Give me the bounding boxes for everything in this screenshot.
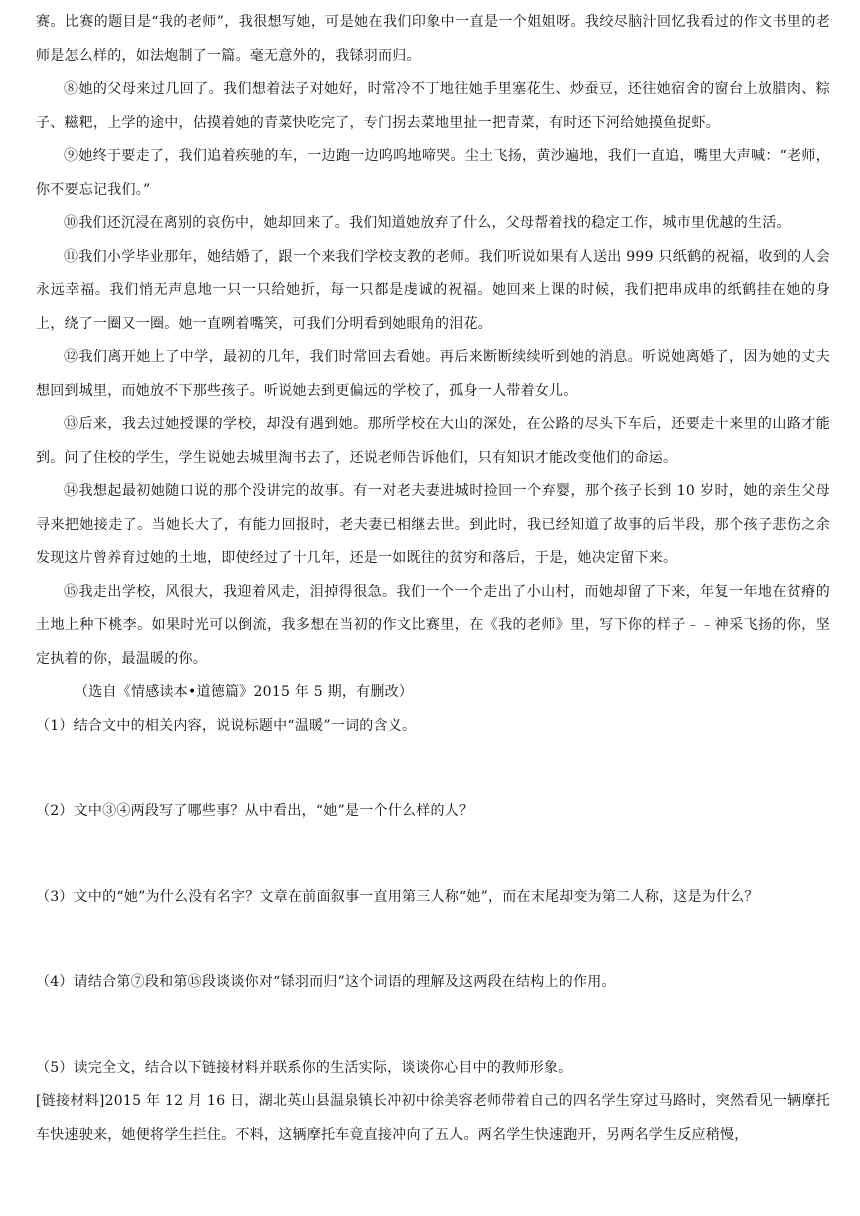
question-5: （5）读完全文，结合以下链接材料并联系你的生活实际，谈谈你心目中的教师形象。	[36, 1059, 573, 1076]
answer-space	[36, 1000, 830, 1052]
question-4: （4）请结合第⑦段和第⑮段谈谈你对“铩羽而归”这个词语的理解及这两段在结构上的作用。	[36, 974, 616, 990]
paragraph-13: ⑬后来，我去过她授课的学校，却没有遇到她。那所学校在大山的深处，在公路的尽头下车后，还要走十来里的山路才能到。问了住校的学生，学生说她去城里淘书去了，还说老师告诉他们，只有知识才能改变他们的命运。	[36, 416, 830, 466]
question-1: （1）结合文中的相关内容，说说标题中“温暖”一词的含义。	[36, 717, 417, 734]
question-3: （3）文中的“她”为什么没有名字？文章在前面叙事一直用第三人称“她”，而在末尾却变为第二人称，这是为什么？	[36, 888, 759, 905]
answer-space	[36, 914, 830, 966]
paragraph-10: ⑩我们还沉浸在离别的哀伤中，她却回来了。我们知道她放弃了什么，父母帮着找的稳定工作，城市里优越的生活。	[64, 215, 791, 231]
answer-space	[36, 743, 830, 795]
paragraph-8: ⑧她的父母来过几回了。我们想着法子对她好，时常冷不丁地往她手里塞花生、炒蚕豆，还往她宿舍的窗台上放腊肉、粽子、糍粑，上学的途中，估摸着她的青菜快吃完了，专门拐去菜地里扯一把青菜，有时还下河给她摸鱼捉虾。	[36, 81, 830, 131]
paragraph-9: ⑨她终于要走了，我们追着疾驰的车，一边跑一边呜呜地啼哭。尘土飞扬，黄沙遍地，我们一直追，嘴里大声喊：“老师，你不要忘记我们。”	[36, 148, 830, 198]
paragraph-12: ⑫我们离开她上了中学，最初的几年，我们时常回去看她。再后来断断续续听到她的消息。听说她离婚了，因为她的丈夫想回到城里，而她放不下那些孩子。听说她去到更偏远的学校了，孤身一人带着女儿。	[36, 349, 830, 399]
paragraph-11: ⑪我们小学毕业那年，她结婚了，跟一个来我们学校支教的老师。我们听说如果有人送出 999 只纸鹤的祝福，收到的人会永远幸福。我们悄无声息地一只一只给她折，每一只都是虔诚的祝福。她回来上课的时候，我们把串成串的纸鹤挂在她的身上，绕了一圈又一圈。她一直咧着嘴笑，可我们分明看到她眼角的泪花。	[36, 248, 830, 332]
link-material: [链接材料]2015 年 12 月 16 日，湖北英山县温泉镇长冲初中徐美容老师带着自己的四名学生穿过马路时，突然看见一辆摩托车快速驶来，她便将学生拦住。不料，这辆摩托车竟直接冲向了五人。两名学生快速跑开，另两名学生反应稍慢，	[36, 1093, 830, 1143]
source-citation: （选自《情感读本•道德篇》2015 年 5 期，有删改）	[74, 684, 414, 700]
paragraph-14: ⑭我想起最初她随口说的那个没讲完的故事。有一对老夫妻进城时捡回一个弃婴，那个孩子长到 10 岁时，她的亲生父母寻来把她接走了。当她长大了，有能力回报时，老夫妻已相继去世。到此时，我已经知道了故事的后半段，那个孩子悲伤之余发现这片曾养育过她的土地，即使经过了十几年，还是一如既往的贫穷和落后，于是，她决定留下来。	[36, 483, 830, 566]
paragraph-continued: 赛。比赛的题目是“我的老师”，我很想写她，可是她在我们印象中一直是一个姐姐呀。我绞尽脑汁回忆我看过的作文书里的老师是怎么样的，如法炮制了一篇。毫无意外的，我铩羽而归。	[36, 14, 830, 64]
paragraph-15: ⑮我走出学校，风很大，我迎着风走，泪掉得很急。我们一个一个走出了小山村，而她却留了下来，年复一年地在贫瘠的土地上种下桃李。如果时光可以倒流，我多想在当初的作文比赛里，在《我的老师》里，写下你的样子﹣﹣神采飞扬的你，坚定执着的你，最温暖的你。	[36, 583, 830, 667]
question-2: （2）文中③④两段写了哪些事？从中看出，“她”是一个什么样的人？	[36, 803, 474, 819]
answer-space	[36, 829, 830, 881]
